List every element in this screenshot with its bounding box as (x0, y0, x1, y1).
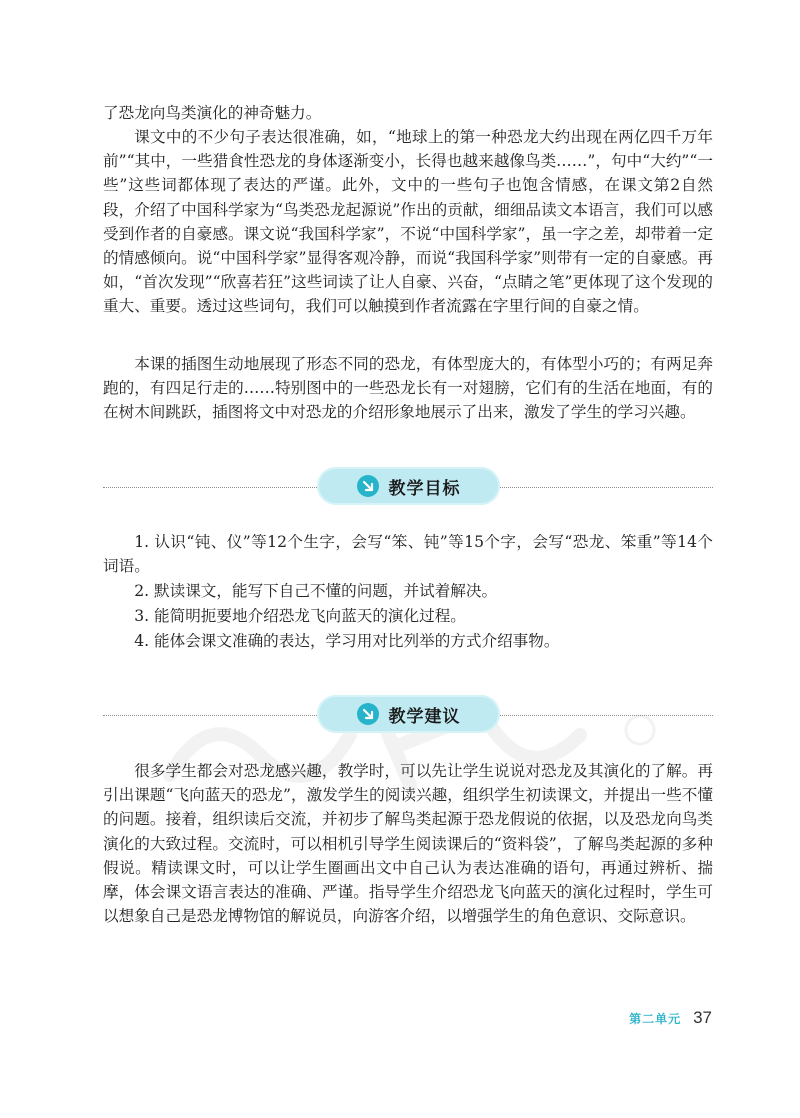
section-title: 教学目标 (388, 478, 461, 499)
goal-item-3: 3. 能简明扼要地介绍恐龙飞向蓝天的演化过程。 (134, 607, 466, 625)
page-number: 37 (693, 1008, 712, 1027)
section-header-teaching-goals (103, 467, 713, 507)
intro-paragraph-precise-expression: 课文中的不少句子表达很准确，如，“地球上的第一种恐龙大约出现在两亿四千万年前”“其中，一些猎食性恐龙的身体逐渐变小，长得也越来越像鸟类……”，句中“大约”“一些”这些词都体现了表达的严谨。此外，文中的一些句子也饱含情感，在课文第2自然段，介绍了中国科学家为“鸟类恐龙起源说”作出的贡献，细细品读文本语言，我们可以感受到作者的自豪感。课文说“我国科学家”，不说“中国科学家”，虽一字之差，却带着一定的情感倾向。说“中国科学家”显得客观冷静，而说“我国科学家”则带有一定的自豪感。再如，“首次发现”“欣喜若狂”这些词读了让人自豪、兴奋，“点睛之笔”更体现了这个发现的重大、重要。透过这些词句，我们可以触摸到作者流露在字里行间的自豪之情。 (103, 128, 713, 316)
arrow-down-right-icon (357, 475, 379, 497)
suggestions-paragraph: 很多学生都会对恐龙感兴趣，教学时，可以先让学生说说对恐龙及其演化的了解。再引出课题“飞向蓝天的恐龙”，激发学生的阅读兴趣，组织学生初读课文，并提出一些不懂的问题。接着，组织读后交流，并初步了解鸟类起源于恐龙假说的依据，以及恐龙向鸟类演化的大致过程。交流时，可以相机引导学生阅读课后的“资料袋”，了解鸟类起源的多种假说。精读课文时，可以让学生圈画出文中自己认为表达准确的语句，再通过辨析、揣摩，体会课文语言表达的准确、严谨。指导学生介绍恐龙飞向蓝天的演化过程时，学生可以想象自己是恐龙博物馆的解说员，向游客介绍，以增强学生的角色意识、交际意识。 (103, 762, 713, 926)
page-footer (629, 1008, 712, 1028)
section-badge-teaching-suggestions (317, 695, 500, 733)
intro-paragraph-illustration: 本课的插图生动地展现了形态不同的恐龙，有体型庞大的，有体型小巧的；有两足奔跑的，有四足行走的……特别图中的一些恐龙长有一对翅膀，它们有的生活在地面，有的在树木间跳跃，插图将文中对恐龙的介绍形象地展示了出来，激发了学生的学习兴趣。 (103, 355, 713, 422)
section-title: 教学建议 (388, 706, 461, 727)
unit-label: 第二单元 (629, 1012, 682, 1026)
goal-item-4: 4. 能体会课文准确的表达，学习用对比列举的方式介绍事物。 (134, 632, 560, 650)
section-header-teaching-suggestions (103, 695, 713, 735)
goal-item-2: 2. 默读课文，能写下自己不懂的问题，并试着解决。 (134, 582, 498, 600)
intro-paragraph-end: 了恐龙向鸟类演化的神奇魅力。 (103, 104, 322, 122)
goal-item-1: 1. 认识“钝、仪”等12个生字，会写“笨、钝”等15个字，会写“恐龙、笨重”等14个词语。 (103, 533, 713, 576)
arrow-down-right-icon (357, 703, 379, 725)
section-badge-teaching-goals (317, 467, 500, 505)
